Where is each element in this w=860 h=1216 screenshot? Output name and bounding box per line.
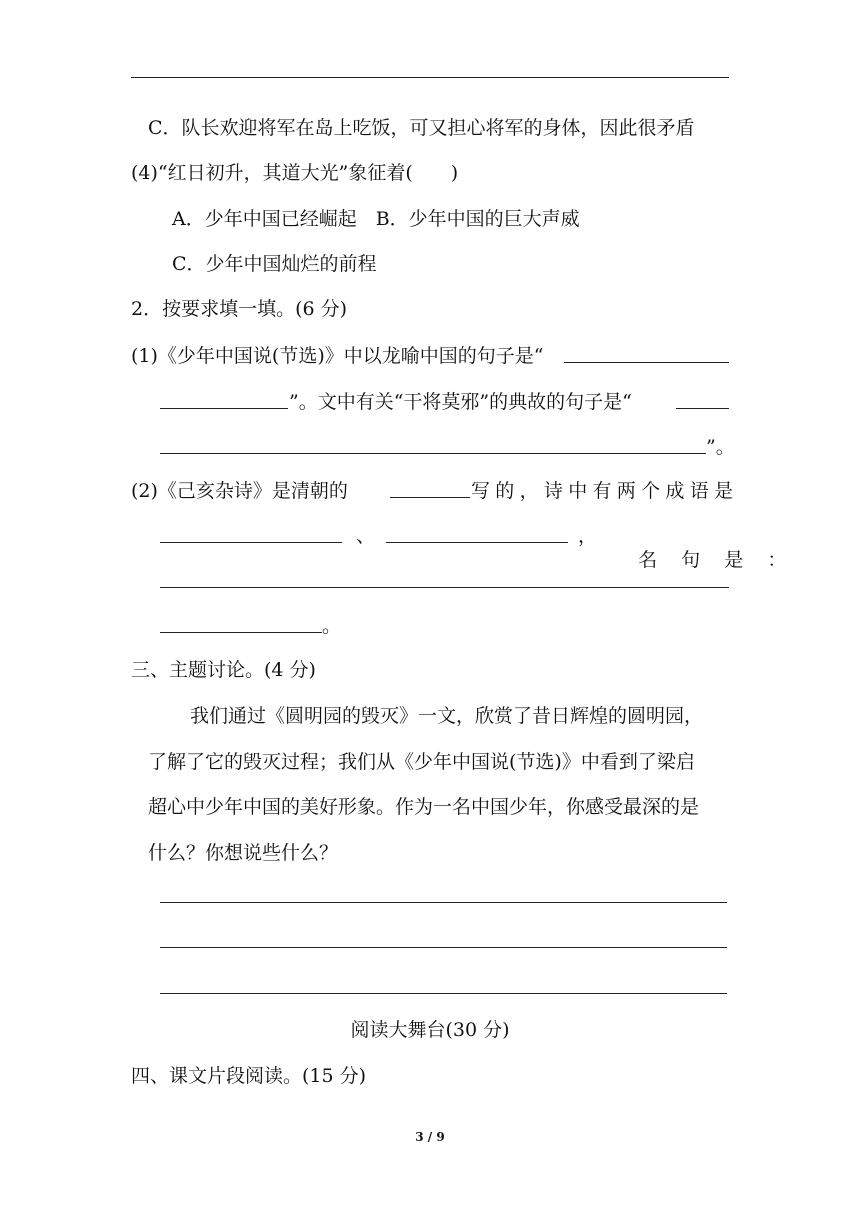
- comma-text: ，: [578, 525, 598, 547]
- question-2-title-text: 2．按要求填一填。(6 分): [131, 298, 348, 320]
- answer-blank[interactable]: [676, 408, 729, 409]
- answer-line[interactable]: [160, 902, 727, 903]
- answer-blank[interactable]: [160, 587, 729, 588]
- section-4-title: [131, 1064, 366, 1088]
- famous-line-label-text: 名 句 是 ：: [638, 549, 787, 571]
- answer-blank[interactable]: [160, 542, 342, 543]
- paragraph-line: 超心中少年中国的美好形象。作为一名中国少年，你感受最深的是: [148, 796, 700, 818]
- paragraph-line: 了解了它的毁灭过程；我们从《少年中国说(节选)》中看到了梁启: [148, 751, 695, 773]
- question-4-option-c: [172, 252, 377, 276]
- question-2-2-end: [322, 614, 341, 638]
- section-3-para-line3: [148, 795, 699, 819]
- section-4-title-text: 四、课文片段阅读。(15 分): [131, 1065, 367, 1087]
- question-2-2-line1b: [471, 479, 738, 503]
- q2-2-middle: 写的，诗中有两个成语是: [471, 480, 739, 502]
- question-2-1-line2: [289, 390, 632, 414]
- q2-1-middle: ”。文中有关“干将莫邪”的典故的句子是“: [289, 391, 632, 413]
- answer-blank[interactable]: [390, 497, 470, 498]
- section-3-para-line4: [148, 841, 338, 865]
- answer-blank[interactable]: [160, 632, 322, 633]
- option-c2-text: C．少年中国灿烂的前程: [172, 253, 377, 275]
- paragraph-line: 我们通过《圆明园的毁灭》一文，欣赏了昔日辉煌的圆明园，: [190, 705, 704, 727]
- question-2-2-line1: [131, 479, 348, 503]
- answer-line[interactable]: [160, 993, 727, 994]
- q2-1-prompt: (1)《少年中国说(节选)》中以龙喻中国的句子是“: [131, 345, 544, 367]
- page-number-text: 3 / 9: [415, 1130, 445, 1144]
- reading-heading: [0, 1018, 860, 1042]
- question-2-title: [131, 297, 347, 321]
- q2-2-end: 。: [322, 615, 342, 637]
- answer-blank[interactable]: [564, 362, 729, 363]
- separator-text: 、: [356, 525, 376, 547]
- paragraph-line: 什么？你想说些什么？: [148, 842, 339, 864]
- page-number: [0, 1130, 860, 1144]
- options-ab-text: A．少年中国已经崛起 B．少年中国的巨大声威: [172, 208, 580, 230]
- reading-heading-text: 阅读大舞台(30 分): [350, 1019, 510, 1041]
- q2-2-prompt: (2)《己亥杂诗》是清朝的: [131, 480, 348, 502]
- question-2-1-line3-end: [706, 435, 735, 459]
- option-c-line: [148, 116, 695, 140]
- section-3-title: [131, 658, 316, 682]
- question-4: [131, 161, 458, 185]
- famous-line-label: [614, 524, 786, 572]
- separator: [356, 524, 375, 548]
- answer-blank[interactable]: [386, 542, 568, 543]
- question-2-1-line1: [131, 344, 543, 368]
- answer-blank[interactable]: [160, 408, 288, 409]
- question-4-text: (4)“红日初升，其道大光”象征着( ): [131, 162, 459, 184]
- section-3-para-line2: [148, 750, 695, 774]
- answer-line[interactable]: [160, 947, 727, 948]
- option-c-text: C．队长欢迎将军在岛上吃饭，可又担心将军的身体，因此很矛盾: [148, 117, 695, 139]
- question-4-options-ab: [172, 207, 580, 231]
- section-3-title-text: 三、主题讨论。(4 分): [131, 659, 316, 681]
- section-3-para-line1: [190, 704, 703, 728]
- header-rule: [131, 77, 729, 78]
- q2-1-end: ”。: [706, 436, 735, 458]
- answer-blank[interactable]: [160, 453, 706, 454]
- comma: [578, 524, 597, 548]
